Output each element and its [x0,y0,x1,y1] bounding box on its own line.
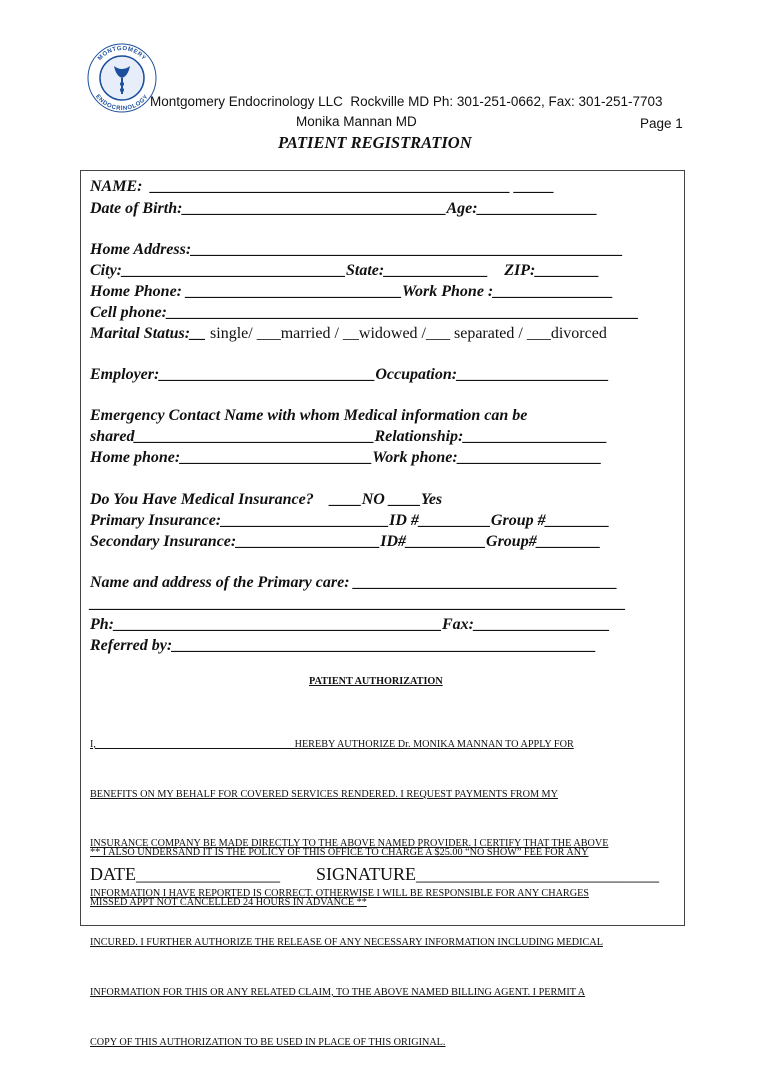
authorization-line: INFORMATION I HAVE REPORTED IS CORRECT. OTHERWISE I WILL BE RESPONSIBLE FOR ANY CHARGES [90,887,589,899]
city-state-zip-field[interactable]: City:____________________________State:_____________ ZIP:________ [90,262,600,279]
primary-care-address-line[interactable]: ___________________________________________________________________ [90,595,626,612]
page-title: PATIENT REGISTRATION [278,133,472,152]
authorization-heading: PATIENT AUTHORIZATION [309,676,443,687]
signature-field[interactable]: SIGNATURE___________________________ [316,864,660,884]
marital-status-field[interactable] [90,323,607,344]
primary-insurance-field[interactable]: Primary Insurance:_____________________ID #_________Group #________ [90,512,610,529]
authorization-line: INCURED. I FURTHER AUTHORIZE THE RELEASE OF ANY NECESSARY INFORMATION INCLUDING MEDICAL [90,937,603,949]
referred-by-field[interactable]: Referred by:_____________________________________________________ [90,637,597,654]
marital-status-label: Marital Status:__ [90,325,207,342]
emergency-phones-field[interactable]: Home phone:________________________Work phone:__________________ [90,449,602,466]
cell-phone-field[interactable]: Cell phone:___________________________________________________________ [90,304,639,321]
policy-line: MISSED APPT NOT CANCELLED 24 HOURS IN ADVANCE ** [90,896,367,908]
authorization-line: BENEFITS ON MY BEHALF FOR COVERED SERVICES RENDERED. I REQUEST PAYMENTS FROM MY [90,788,558,800]
policy-line: ** I ALSO UNDERSAND IT IS THE POLICY OF THIS OFFICE TO CHARGE A $25.00 “NO SHOW” FEE FOR ANY [90,847,589,858]
home-work-phone-field[interactable]: Home Phone: ___________________________Work Phone :_______________ [90,283,614,300]
employer-occupation-field[interactable]: Employer:___________________________Occupation:___________________ [90,366,610,383]
emergency-contact-heading: Emergency Contact Name with whom Medical information can be [90,407,528,424]
authorization-line: INFORMATION FOR THIS OR ANY RELATED CLAIM, TO THE ABOVE NAMED BILLING AGENT. I PERMIT A [90,986,586,998]
insurance-question-field[interactable]: Do You Have Medical Insurance? ____NO ____Yes [90,491,443,508]
dob-age-field[interactable]: Date of Birth:_________________________________Age:_______________ [90,200,598,217]
primary-care-field[interactable]: Name and address of the Primary care: _________________________________ [90,574,618,591]
authorization-line: COPY OF THIS AUTHORIZATION TO BE USED IN PLACE OF THIS ORIGINAL. [90,1036,446,1048]
authorization-line: INSURANCE COMPANY BE MADE DIRECTLY TO THE ABOVE NAMED PROVIDER. I CERTIFY THAT THE ABOVE [90,838,609,850]
marital-status-options: single/ ___married / __widowed /___ separated / ___divorced [206,325,607,342]
montgomery-endocrinology-logo [84,40,160,116]
home-address-field[interactable]: Home Address:______________________________________________________ [90,241,624,258]
date-field[interactable]: DATE________________ [90,864,280,884]
emergency-shared-relationship-field[interactable]: shared______________________________Relationship:__________________ [90,428,608,445]
logo-ring-bottom-text: ENDOCRINOLOGY [94,93,150,113]
authorization-line: I, HEREBY AUTHORIZE Dr. MONIKA MANNAN TO APPLY FOR [90,739,574,750]
name-field[interactable]: NAME: _____________________________________________ _____ [90,178,555,195]
page-number: Page 1 [640,116,683,131]
secondary-insurance-field[interactable]: Secondary Insurance:__________________ID#__________Group#________ [90,533,601,550]
logo-ring-top-text: MONTGOMERY [97,45,147,62]
header-doctor-name: Monika Mannan MD [296,114,417,129]
header-practice-line: Montgomery Endocrinology LLC Rockville MD Ph: 301-251-0662, Fax: 301-251-7703 [150,94,663,109]
ph-fax-field[interactable]: Ph:_________________________________________Fax:_________________ [90,616,610,633]
